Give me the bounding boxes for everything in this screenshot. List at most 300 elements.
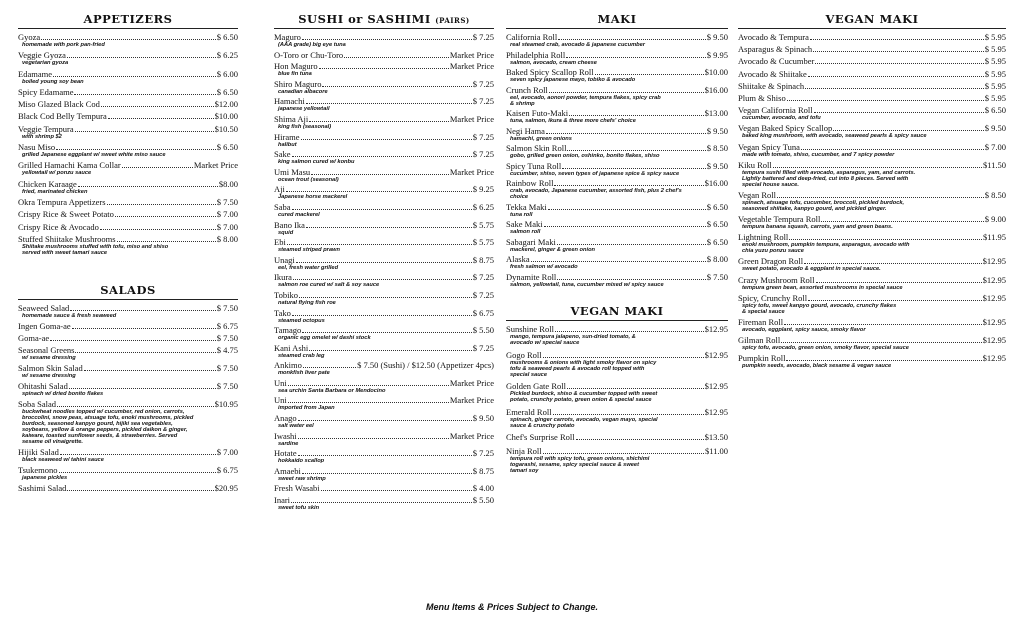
item-price: $ 9.25 <box>472 184 494 195</box>
menu-item <box>274 432 494 447</box>
item-name: Salmon Skin Salad <box>18 363 83 374</box>
menu-item <box>738 276 1006 291</box>
menu-item <box>274 256 494 271</box>
menu-item <box>18 51 238 66</box>
item-description: avocado w/ special sauce <box>510 340 580 346</box>
menu-item-row <box>274 203 494 212</box>
item-price: $ 9.00 <box>984 214 1006 225</box>
item-name: California Roll <box>506 32 558 42</box>
dot-leader <box>557 279 705 280</box>
maki-title: MAKI <box>506 12 728 29</box>
appetizers-title: APPETIZERS <box>18 12 238 29</box>
menu-item-row <box>18 112 238 121</box>
menu-item-row <box>274 291 494 300</box>
item-price: $ 5.95 <box>984 92 1006 103</box>
dot-leader <box>67 490 213 491</box>
item-description: salmon, yellowtail, tuna, cucumber mixed w/ spicy sauce <box>510 281 664 288</box>
dot-leader <box>108 118 214 119</box>
item-price: $ 6.50 <box>216 86 238 97</box>
item-description: potato, crunchy potato, green onion & special sauce <box>510 397 652 403</box>
menu-item <box>274 396 494 411</box>
item-name: Rainbow Roll <box>506 178 554 188</box>
item-name: Sake <box>274 149 291 160</box>
item-price: $ 7.50 <box>216 196 238 207</box>
item-description: imported from Japan <box>278 405 335 412</box>
item-name: Gogo Roll <box>506 349 542 360</box>
item-name: Veggie Gyoza <box>18 50 66 61</box>
item-price: $ 7.50 <box>216 363 238 374</box>
item-price: $12.95 <box>704 324 728 334</box>
dot-leader <box>298 455 472 456</box>
dot-leader <box>299 297 472 298</box>
item-name: Chef's Surprise Roll <box>506 432 575 442</box>
appetizers-list <box>18 33 238 256</box>
dot-leader <box>122 167 193 168</box>
item-price: $ 7.25 <box>472 131 494 142</box>
menu-item <box>274 97 494 112</box>
item-description: sesame oil vinaigrette. <box>22 439 84 446</box>
item-price: $ 9.50 <box>472 413 494 424</box>
item-price: $ 9.50 <box>706 125 728 136</box>
vegan-maki-left-list <box>506 325 728 474</box>
item-name: Ankimo <box>274 360 302 371</box>
menu-item-row <box>18 143 238 152</box>
menu-item-row <box>274 150 494 159</box>
item-price: $10.00 <box>214 111 238 122</box>
item-price: $ 5.95 <box>984 68 1006 79</box>
item-price: $13.00 <box>704 108 728 118</box>
item-description: & special sauce <box>742 308 785 315</box>
menu-item-row <box>506 273 728 282</box>
menu-item-row <box>506 382 728 391</box>
item-price: $ 6.50 <box>706 219 728 229</box>
item-description: natural flying fish roe <box>278 299 336 306</box>
item-price: $16.00 <box>704 84 728 95</box>
item-name: Unagi <box>274 254 295 265</box>
menu-item <box>738 215 1006 230</box>
item-price: $ 7.25 <box>472 96 494 107</box>
menu-item-row <box>18 322 238 331</box>
item-description: spinach, ginger carrots, avocado, vegan mayo, special <box>510 416 658 423</box>
item-name: Dynamite Roll <box>506 271 557 282</box>
dot-leader <box>56 149 216 150</box>
item-description: gobo, grilled green onion, oshinko, bonito flakes, shiso <box>510 153 660 159</box>
item-name: Crunch Roll <box>506 84 548 95</box>
dot-leader <box>576 439 704 440</box>
item-price: $ 8.00 <box>706 254 728 264</box>
item-price: Market Price <box>449 61 494 72</box>
menu-item <box>18 112 238 121</box>
item-price: $ 8.75 <box>472 254 494 265</box>
menu-item-row <box>506 447 728 456</box>
dot-leader <box>287 244 472 245</box>
item-price: $12.95 <box>704 406 728 417</box>
menu-item-row <box>738 318 1006 327</box>
dot-leader <box>69 388 216 389</box>
item-description: mackerel, ginger & green onion <box>510 246 596 253</box>
item-name: Kaisen Futo-Maki <box>506 108 569 118</box>
menu-item-row <box>738 70 1006 79</box>
item-price: $20.95 <box>214 483 238 494</box>
item-description: sweet potato, avocado & eggplant in special sauce. <box>742 266 881 273</box>
item-name: Ninja Roll <box>506 445 542 456</box>
item-description: salt water eel <box>278 423 314 430</box>
item-price: $12.95 <box>704 349 728 360</box>
item-name: Ingen Goma-ae <box>18 321 71 332</box>
menu-item <box>738 45 1006 54</box>
item-description: chia yuzu ponzu sauce <box>742 248 804 255</box>
item-name: Hamachi <box>274 96 305 107</box>
dot-leader <box>74 94 215 95</box>
item-description: pumpkin seeds, avocado, black sesame & vegan sauce <box>742 363 892 370</box>
menu-item <box>18 33 238 48</box>
menu-item-row <box>274 80 494 89</box>
menu-item <box>274 326 494 341</box>
menu-item-row <box>18 88 238 97</box>
menu-item <box>274 150 494 165</box>
item-description: (AAA grade) big eye tuna <box>278 42 346 48</box>
item-description: spinach w/ dried bonito flakes <box>22 391 104 398</box>
item-price: $ 6.50 <box>706 201 728 212</box>
item-name: Pumpkin Roll <box>738 353 786 364</box>
dot-leader <box>311 174 449 175</box>
vegan-maki-left-title: VEGAN MAKI <box>506 304 728 321</box>
dot-leader <box>41 39 216 40</box>
item-price: $11.00 <box>704 445 728 456</box>
dot-leader <box>562 168 705 169</box>
menu-item <box>18 143 238 158</box>
item-name: Hon Maguro <box>274 61 318 72</box>
menu-item <box>274 133 494 148</box>
menu-item-row <box>18 346 238 355</box>
item-name: Tobiko <box>274 289 298 300</box>
item-description: organic egg omelet w/ dashi stock <box>278 335 371 342</box>
item-name: Spicy Tuna Roll <box>506 160 562 171</box>
item-description: soybeans, yellow & orange peppers, pickled daikon & ginger, <box>22 427 188 434</box>
menu-item-row <box>506 127 728 136</box>
item-description: steamed octopus <box>278 317 325 324</box>
item-description: tofu & seaweed pearls & avocado roll topped with <box>510 365 645 372</box>
dot-leader <box>595 74 704 75</box>
dot-leader <box>50 340 216 341</box>
item-description: sea urchin Santa Barbara or Mendocino <box>278 387 386 394</box>
item-name: Sunshine Roll <box>506 324 554 334</box>
item-description: canadian albacore <box>278 88 328 95</box>
menu-item-row <box>274 168 494 177</box>
menu-item-row <box>274 97 494 106</box>
item-name: Fireman Roll <box>738 317 784 327</box>
item-name: Alaska <box>506 254 530 264</box>
item-description: sauce & crunchy potato <box>510 422 575 429</box>
item-description: enoki mushroom, pumpkin tempura, asparagus, avocado with <box>742 242 910 249</box>
item-description: eel, fresh water grilled <box>278 264 339 271</box>
item-price: Market Price <box>449 395 494 406</box>
item-name: Salmon Skin Roll <box>506 143 567 153</box>
menu-item <box>738 233 1006 254</box>
item-name: Amaebi <box>274 465 301 476</box>
dot-leader <box>292 156 472 157</box>
menu-item <box>274 33 494 48</box>
menu-item <box>18 235 238 256</box>
item-price: Market Price <box>449 49 494 60</box>
dot-leader <box>293 279 472 280</box>
dot-leader <box>781 342 981 343</box>
menu-item-row <box>738 215 1006 224</box>
menu-item-row <box>738 94 1006 103</box>
item-description: buckwheat noodles topped w/ cucumber, red onion, carrots, <box>22 409 185 416</box>
menu-item <box>18 322 238 331</box>
menu-item <box>738 143 1006 158</box>
item-name: Ebi <box>274 237 286 248</box>
item-description: spicy tofu, avocado, green onion, smoky flavor, special sauce <box>742 345 909 352</box>
item-description: avocado, eggplant, spicy sauce, smoky flavor <box>742 327 866 333</box>
dot-leader <box>813 51 984 52</box>
menu-item <box>506 220 728 235</box>
item-description: togarashi, sesame, spicy special sauce & sweet <box>510 461 639 468</box>
item-name: Spicy, Crunchy Roll <box>738 292 808 303</box>
item-name: Crispy Rice & Sweet Potato <box>18 209 114 220</box>
item-price: $ 7.50 <box>216 333 238 344</box>
dot-leader <box>567 388 704 389</box>
item-price: Market Price <box>449 377 494 388</box>
item-description: salmon, avocado, cream cheese <box>510 59 597 66</box>
menu-item <box>738 336 1006 351</box>
item-description: king fish (seasonal) <box>278 123 332 130</box>
salads-list <box>18 304 238 493</box>
item-description: baked king mushroom, with avocado, seaweed pearls & spicy sauce <box>742 133 927 140</box>
menu-item-row <box>506 51 728 60</box>
menu-item <box>506 255 728 270</box>
dot-leader <box>306 227 472 228</box>
dot-leader <box>302 473 472 474</box>
dot-leader <box>60 454 216 455</box>
dot-leader <box>302 39 472 40</box>
item-price: $12.95 <box>982 274 1006 285</box>
item-name: Nasu Miso <box>18 142 56 153</box>
dot-leader <box>59 472 216 473</box>
item-name: Asparagus & Spinach <box>738 44 813 55</box>
menu-item-row <box>738 336 1006 345</box>
item-price: $ 7.25 <box>472 149 494 160</box>
item-name: Veggie Tempura <box>18 123 74 134</box>
dot-leader <box>72 328 216 329</box>
item-price: $ 9.95 <box>706 49 728 60</box>
item-description: grilled Japanese eggplant w/ sweet white miso sauce <box>22 152 166 159</box>
item-description: tempura roll with spicy tofu, green onions, shichimi <box>510 455 650 462</box>
item-description: yellowtail w/ ponzu sauce <box>22 170 92 177</box>
item-name: Crazy Mushroom Roll <box>738 274 815 285</box>
item-description: Shiitake mushrooms stuffed with tofu, miso and shiso <box>22 243 169 250</box>
menu-item <box>274 51 494 60</box>
dot-leader <box>815 63 983 64</box>
item-description: cucumber, shiso, seven types of japanese spice & spicy sauce <box>510 170 680 177</box>
dot-leader <box>117 241 216 242</box>
item-name: Baked Spicy Scallop Roll <box>506 67 594 77</box>
menu-item-row <box>274 326 494 335</box>
dot-leader <box>557 244 706 245</box>
dot-leader <box>773 167 982 168</box>
menu-item <box>18 304 238 319</box>
item-description: monkfish liver pate <box>278 370 330 377</box>
menu-item-row <box>18 70 238 79</box>
item-price: $ 6.50 <box>216 142 238 153</box>
menu-item <box>506 447 728 474</box>
menu-item-row <box>274 467 494 476</box>
item-name: Kiku Roll <box>738 159 772 170</box>
item-description: mango, tempura jalapeno, sun-dried tomato, & <box>510 334 636 340</box>
item-name: Edamame <box>18 68 52 79</box>
item-description: sweet tofu skin <box>278 505 320 512</box>
item-name: Black Cod Belly Tempura <box>18 111 107 122</box>
menu-item-row <box>738 294 1006 303</box>
item-description: squid <box>278 229 294 236</box>
menu-item <box>18 382 238 397</box>
menu-item-row <box>18 161 238 170</box>
menu-item-row <box>738 45 1006 54</box>
item-description: vegetarian gyoza <box>22 60 69 67</box>
menu-item <box>506 144 728 159</box>
menu-item <box>506 382 728 403</box>
dot-leader <box>801 149 984 150</box>
menu-item <box>738 124 1006 139</box>
dot-leader <box>804 263 981 264</box>
item-price: $ 7.00 <box>984 141 1006 152</box>
item-description: choice <box>510 194 529 200</box>
menu-item-row <box>274 185 494 194</box>
item-description: eel, avocado, aonori powder, tempura flakes, spicy crab <box>510 94 661 101</box>
menu-item-row <box>18 364 238 373</box>
sushi-list <box>274 33 494 511</box>
menu-item <box>274 221 494 236</box>
dot-leader <box>814 112 984 113</box>
item-name: Tamago <box>274 325 302 336</box>
menu-item <box>18 125 238 140</box>
menu-item <box>506 162 728 177</box>
item-name: Hotate <box>274 448 297 459</box>
item-name: Tekka Maki <box>506 201 547 212</box>
menu-item <box>18 223 238 232</box>
column-2 <box>274 12 494 514</box>
item-name: Sake Maki <box>506 219 543 229</box>
dot-leader <box>292 209 472 210</box>
item-description: tuna, salmon, ikura & three more chefs' choice <box>510 118 636 124</box>
menu-item <box>18 484 238 493</box>
item-name: Sashimi Salad <box>18 483 67 494</box>
item-price: $13.50 <box>704 432 728 442</box>
item-price: $ 7.25 <box>472 272 494 283</box>
dot-leader <box>531 261 706 262</box>
menu-item <box>274 238 494 253</box>
item-price: Market Price <box>449 430 494 441</box>
item-price: $10.00 <box>704 67 728 77</box>
item-name: Spicy Edamame <box>18 86 74 97</box>
item-price: $ 7.25 <box>472 448 494 459</box>
dot-leader <box>296 262 472 263</box>
dot-leader <box>53 76 216 77</box>
dot-leader <box>548 209 706 210</box>
item-description: tempura banana squash, carrots, yam and green beans. <box>742 224 893 231</box>
dot-leader <box>57 406 214 407</box>
item-name: Vegan Spicy Tuna <box>738 141 800 152</box>
menu-item-row <box>18 125 238 134</box>
menu-item-row <box>506 238 728 247</box>
menu-item <box>18 400 238 445</box>
menu-item-row <box>274 484 494 493</box>
menu-item-row <box>738 233 1006 242</box>
menu-item-row <box>274 33 494 42</box>
item-name: Okra Tempura Appetizers <box>18 196 106 207</box>
menu-item-row <box>506 86 728 95</box>
dot-leader <box>808 300 982 301</box>
item-price: $ 6.25 <box>472 201 494 212</box>
menu-item <box>738 191 1006 212</box>
item-name: Bano Ika <box>274 219 305 230</box>
item-description: salmon roe cured w/ salt & soy sauce <box>278 282 380 289</box>
menu-item <box>274 414 494 429</box>
item-description: japanese yellowtail <box>278 106 330 113</box>
item-description: hokkaido scallop <box>278 458 325 465</box>
menu-item-row <box>274 133 494 142</box>
dot-leader <box>816 282 982 283</box>
menu-item <box>274 185 494 200</box>
item-name: Fresh Wasabi <box>274 483 320 494</box>
menu-item-row <box>18 210 238 219</box>
item-description: Lightly battered and deep-fried, cut into 8 pieces. Served with <box>742 175 909 182</box>
menu-item-row <box>506 408 728 417</box>
item-name: Soba Salad <box>18 399 57 410</box>
dot-leader <box>298 420 472 421</box>
item-name: Vegan Baked Spicy Scallop <box>738 123 833 134</box>
menu-item <box>738 294 1006 315</box>
item-name: Plum & Shiso <box>738 92 786 103</box>
item-price: $ 7.25 <box>472 32 494 42</box>
item-name: Hirame <box>274 131 300 142</box>
item-price: $11.95 <box>982 232 1006 243</box>
item-price: $ 6.00 <box>216 68 238 79</box>
menu-item <box>738 33 1006 42</box>
item-price: $ 7.50 <box>216 303 238 314</box>
item-description: fresh salmon w/ avocado <box>510 264 578 270</box>
menu-item <box>274 449 494 464</box>
item-price: $ 5.95 <box>984 32 1006 42</box>
menu-item-row <box>506 179 728 188</box>
menu-item <box>738 82 1006 91</box>
item-description: with shrimp $2 <box>22 133 62 140</box>
dot-leader <box>805 88 984 89</box>
item-price: $12.95 <box>704 381 728 391</box>
menu-item-row <box>274 344 494 353</box>
item-description: spicy tofu, sweet kanpyo gourd, avocado, crunchy flakes <box>742 302 897 309</box>
menu-item-row <box>18 100 238 109</box>
item-name: Avocado & Tempura <box>738 32 809 42</box>
menu-item-row <box>738 161 1006 170</box>
dot-leader <box>566 57 705 58</box>
item-price: $ 8.75 <box>472 465 494 476</box>
menu-item-row <box>738 143 1006 152</box>
vegan-maki-right-title: VEGAN MAKI <box>738 12 1006 29</box>
menu-item-row <box>18 33 238 42</box>
item-price: $ 5.95 <box>984 44 1006 55</box>
menu-item <box>274 115 494 130</box>
dot-leader <box>107 204 216 205</box>
item-description: tempura green bean, assorted mushrooms in special sauce <box>742 284 903 291</box>
menu-item-row <box>18 334 238 343</box>
item-price: $ 6.75 <box>216 465 238 476</box>
item-name: Ohitashi Salad <box>18 381 68 392</box>
item-description: seven spicy japanese mayo, tobiko & avocado <box>510 77 636 83</box>
salads-title: SALADS <box>18 283 238 300</box>
item-name: Grilled Hamachi Kama Collar <box>18 160 121 171</box>
